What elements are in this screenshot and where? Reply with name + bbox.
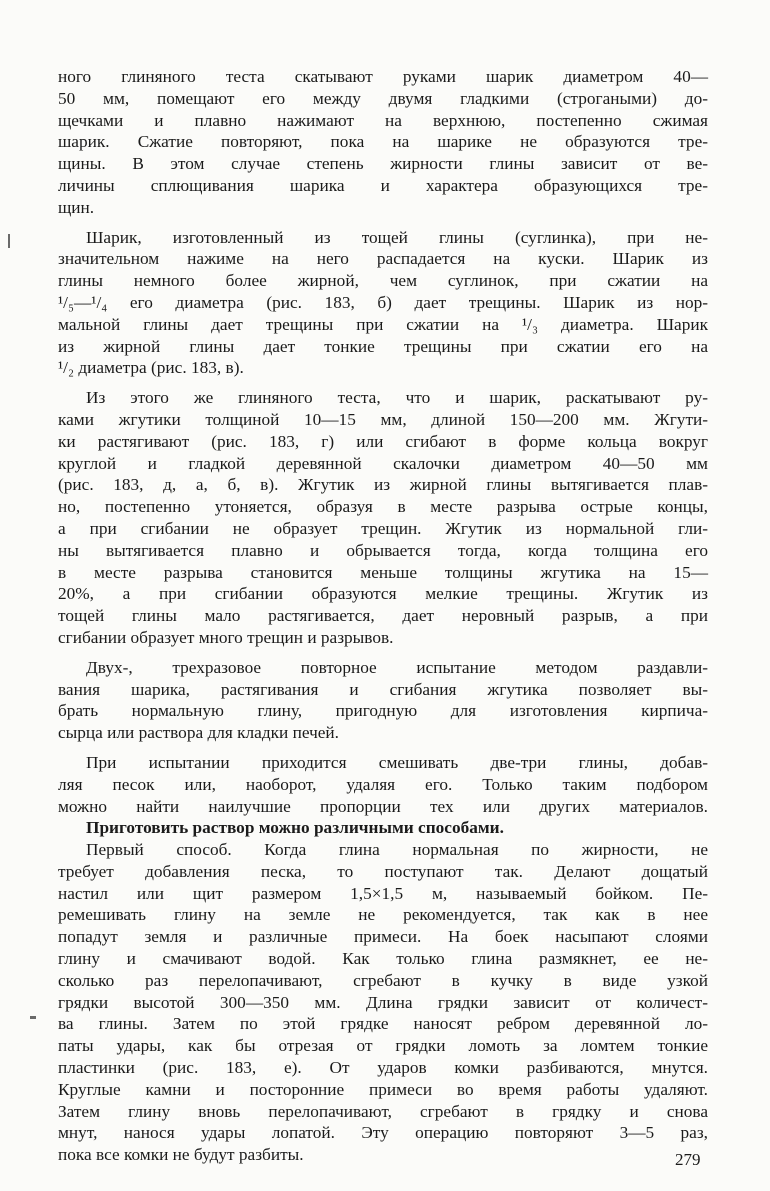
paragraph: [58, 387, 708, 649]
text-line: Двух-, трехразовое повторное испытание методом раздавли-: [86, 657, 708, 677]
page-number: 279: [675, 1150, 701, 1169]
text-line: ляя песок или, наоборот, удаляя его. Только таким подбором: [58, 774, 708, 794]
text-line: сгибании образует много трещин и разрывов.: [58, 627, 394, 647]
scan-mark: [8, 234, 10, 248]
text-line: мальной глины дает трещины при сжатии на ¹/₃ диаметра. Шарик: [58, 314, 708, 334]
text-line: ки растягивают (рис. 183, г) или сгибают в форме кольца вокруг: [58, 431, 708, 451]
paragraph: [58, 657, 708, 744]
section-heading: Приготовить раствор можно различными способами.: [86, 818, 504, 838]
text-line: глины немного более жирной, чем суглинок, при сжатии на: [58, 271, 708, 291]
text-line: щин.: [58, 197, 95, 217]
text-line: При испытании приходится смешивать две-три глины, добав-: [86, 752, 708, 772]
text-line: круглой и гладкой деревянной скалочки диаметром 40—50 мм: [58, 453, 708, 473]
paragraph: [58, 752, 708, 817]
text-line: Круглые камни и посторонние примеси во время работы удаляют.: [58, 1079, 708, 1099]
text-line: требует добавления песка, то поступают так. Делают дощатый: [58, 861, 708, 881]
scan-mark: [30, 1016, 36, 1019]
text-line: а при сгибании не образует трещин. Жгутик из нормальной гли-: [58, 518, 708, 538]
text-line: сколько раз перелопачивают, сгребают в кучку в виде узкой: [58, 970, 708, 990]
text-line: личины сплющивания шарика и характера образующихся тре-: [58, 175, 708, 195]
text-line: настил или щит размером 1,5×1,5 м, называемый бойком. Пе-: [58, 883, 708, 903]
text-line: щины. В этом случае степень жирности глины зависит от ве-: [58, 154, 708, 174]
text-line: ны вытягивается плавно и обрывается тогда, когда толщина его: [58, 540, 708, 560]
text-line: вания шарика, растягивания и сгибания жгутика позволяет вы-: [58, 679, 708, 699]
text-line: Шарик, изготовленный из тощей глины (суглинка), при не-: [86, 227, 708, 247]
paragraph: [58, 227, 708, 380]
text-line: пластинки (рис. 183, е). От ударов комки разбиваются, мнутся.: [58, 1058, 708, 1078]
text-line: из жирной глины дает тонкие трещины при сжатии его на: [58, 336, 708, 356]
text-line: но, постепенно утоняется, образуя в месте разрыва острые концы,: [58, 497, 708, 517]
text-line: пока все комки не будут разбиты.: [58, 1145, 304, 1165]
text-line: ного глиняного теста скатывают руками шарик диаметром 40—: [58, 67, 708, 86]
text-line: ва глины. Затем по этой грядке наносят ребром деревянной ло-: [58, 1014, 708, 1034]
text-line: сырца или раствора для кладки печей.: [58, 723, 339, 743]
text-line: значительном нажиме на него распадается на куски. Шарик из: [58, 249, 708, 269]
text-line: шарик. Сжатие повторяют, пока на шарике не образуются тре-: [58, 132, 708, 152]
text-line: 20%, а при сгибании образуются мелкие трещины. Жгутик из: [58, 584, 708, 604]
text-line: глину и смачивают водой. Как только глина размякнет, ее не-: [58, 949, 708, 969]
text-line: тощей глины мало растягивается, дает неровный разрыв, а при: [58, 606, 708, 626]
text-line: ремешивать глину на земле не рекомендуется, так как в нее: [58, 905, 708, 925]
text-line: в месте разрыва становится меньше толщины жгутика на 15—: [58, 562, 708, 582]
paragraph: [58, 839, 708, 1166]
text-line: Из этого же глиняного теста, что и шарик, раскатывают ру-: [86, 388, 708, 408]
text-line: брать нормальную глину, пригодную для изготовления кирпича-: [58, 701, 708, 721]
text-line: паты удары, как бы отрезая от грядки ломоть за ломтем тонкие: [58, 1036, 708, 1056]
paragraph: [58, 66, 708, 219]
text-line: ¹/₂ диаметра (рис. 183, в).: [58, 358, 244, 378]
text-line: грядки высотой 300—350 мм. Длина грядки зависит от количест-: [58, 992, 708, 1012]
text-line: Первый способ. Когда глина нормальная по жирности, не: [86, 840, 708, 860]
text-line: Затем глину вновь перелопачивают, сгребают в грядку и снова: [58, 1101, 708, 1121]
text-line: попадут земля и различные примеси. На боек насыпают слоями: [58, 927, 708, 947]
text-line: 50 мм, помещают его между двумя гладкими (строгаными) до-: [58, 88, 708, 108]
text-line: щечками и плавно нажимают на верхнюю, постепенно сжимая: [58, 110, 708, 130]
page-text: [58, 66, 708, 1166]
text-line: мнут, нанося удары лопатой. Эту операцию повторяют 3—5 раз,: [58, 1123, 708, 1143]
text-line: можно найти наилучшие пропорции тех или других материалов.: [58, 796, 708, 816]
text-line: ками жгутики толщиной 10—15 мм, длиной 150—200 мм. Жгути-: [58, 409, 708, 429]
text-line: (рис. 183, д, а, б, в). Жгутик из жирной глины вытягивается плав-: [58, 475, 708, 495]
text-line: ¹/₅—¹/₄ его диаметра (рис. 183, б) дает трещины. Шарик из нор-: [58, 292, 708, 312]
